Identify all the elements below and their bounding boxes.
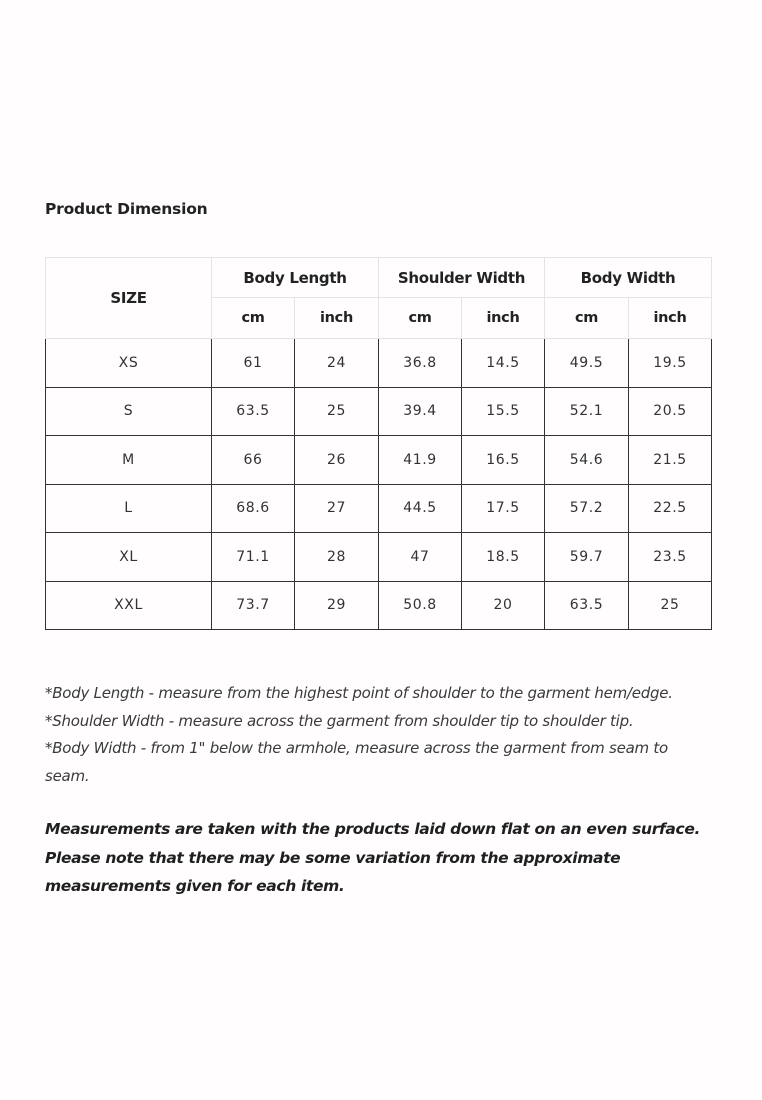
value-cell: 17.5 xyxy=(462,484,545,533)
unit-header: inch xyxy=(295,298,379,339)
measurement-notes xyxy=(45,680,713,790)
value-cell: 44.5 xyxy=(379,484,462,533)
value-cell: 23.5 xyxy=(629,533,712,582)
table-row xyxy=(46,581,712,630)
size-cell: M xyxy=(46,436,212,485)
group-header-shoulder-width: Shoulder Width xyxy=(379,258,545,298)
value-cell: 25 xyxy=(629,581,712,630)
table-row xyxy=(46,533,712,582)
unit-header: cm xyxy=(379,298,462,339)
value-cell: 41.9 xyxy=(379,436,462,485)
value-cell: 20 xyxy=(462,581,545,630)
value-cell: 66 xyxy=(212,436,295,485)
value-cell: 39.4 xyxy=(379,387,462,436)
value-cell: 25 xyxy=(295,387,379,436)
value-cell: 28 xyxy=(295,533,379,582)
value-cell: 54.6 xyxy=(545,436,629,485)
table-row xyxy=(46,484,712,533)
table-row xyxy=(46,436,712,485)
value-cell: 18.5 xyxy=(462,533,545,582)
size-cell: XXL xyxy=(46,581,212,630)
size-cell: S xyxy=(46,387,212,436)
table-row xyxy=(46,387,712,436)
value-cell: 36.8 xyxy=(379,339,462,388)
value-cell: 52.1 xyxy=(545,387,629,436)
value-cell: 61 xyxy=(212,339,295,388)
value-cell: 71.1 xyxy=(212,533,295,582)
value-cell: 49.5 xyxy=(545,339,629,388)
value-cell: 50.8 xyxy=(379,581,462,630)
unit-header: cm xyxy=(212,298,295,339)
note-body-length: *Body Length - measure from the highest point of shoulder to the garment hem/edge. xyxy=(45,684,673,702)
value-cell: 63.5 xyxy=(545,581,629,630)
group-header-body-length: Body Length xyxy=(212,258,379,298)
value-cell: 73.7 xyxy=(212,581,295,630)
value-cell: 24 xyxy=(295,339,379,388)
value-cell: 27 xyxy=(295,484,379,533)
value-cell: 16.5 xyxy=(462,436,545,485)
value-cell: 14.5 xyxy=(462,339,545,388)
note-shoulder-width: *Shoulder Width - measure across the garment from shoulder tip to shoulder tip. xyxy=(45,711,634,730)
measurement-disclaimer: Measurements are taken with the products laid down flat on an even surface. Please note that there may be some variation from the approximate measurements given for each item. xyxy=(45,820,701,895)
group-header-body-width: Body Width xyxy=(545,258,712,298)
unit-header: inch xyxy=(462,298,545,339)
dimension-table xyxy=(45,257,712,630)
table-row xyxy=(46,339,712,388)
size-cell: XS xyxy=(46,339,212,388)
unit-header: inch xyxy=(629,298,712,339)
value-cell: 68.6 xyxy=(212,484,295,533)
note-body-width: *Body Width - from 1" below the armhole, measure across the garment from seam to seam. xyxy=(45,739,668,785)
value-cell: 15.5 xyxy=(462,387,545,436)
value-cell: 29 xyxy=(295,581,379,630)
value-cell: 19.5 xyxy=(629,339,712,388)
value-cell: 57.2 xyxy=(545,484,629,533)
size-cell: XL xyxy=(46,533,212,582)
page-title: Product Dimension xyxy=(45,200,208,218)
value-cell: 22.5 xyxy=(629,484,712,533)
value-cell: 21.5 xyxy=(629,436,712,485)
unit-header: cm xyxy=(545,298,629,339)
value-cell: 63.5 xyxy=(212,387,295,436)
size-column-header: SIZE xyxy=(46,258,212,339)
value-cell: 59.7 xyxy=(545,533,629,582)
value-cell: 47 xyxy=(379,533,462,582)
value-cell: 20.5 xyxy=(629,387,712,436)
size-cell: L xyxy=(46,484,212,533)
value-cell: 26 xyxy=(295,436,379,485)
